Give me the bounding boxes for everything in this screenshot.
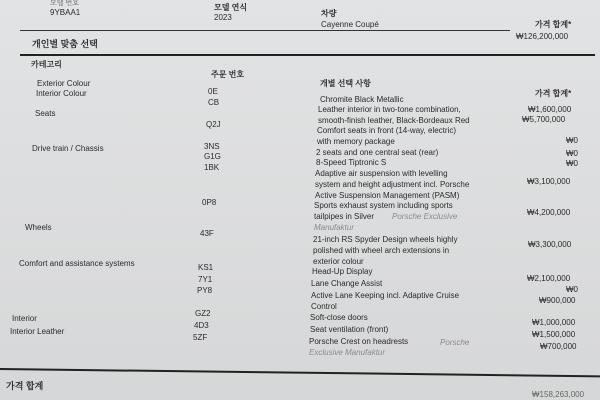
row-desc: Lane Change Assist xyxy=(311,279,383,288)
row-code: 0P8 xyxy=(202,198,217,207)
footer-total-value: ₩158,263,000 xyxy=(532,390,585,399)
row-desc: polished with wheel arch extensions in xyxy=(313,246,450,255)
row-code: 1BK xyxy=(204,163,220,172)
row-desc: Leather interior in two-tone combination, xyxy=(318,105,461,114)
row-price: ₩0 xyxy=(566,159,578,168)
row-desc: with memory package xyxy=(317,137,395,146)
row-code: 4D3 xyxy=(194,321,209,330)
row-price: ₩4,200,000 xyxy=(527,208,571,217)
row-desc: tailpipes in Silver xyxy=(314,212,375,221)
row-price: ₩1,500,000 xyxy=(532,330,576,339)
row-desc: 8-Speed Tiptronic S xyxy=(316,158,387,167)
row-code: 5ZF xyxy=(193,333,208,342)
row-price: ₩0 xyxy=(566,136,578,145)
row-price: ₩2,100,000 xyxy=(527,274,571,283)
footer-total-label: 가격 합계 xyxy=(6,381,44,391)
model-year: 2023 xyxy=(214,13,232,22)
row-desc: Comfort seats in front (14-way, electric) xyxy=(317,126,457,135)
header-divider xyxy=(20,30,510,31)
row-desc-extra: Exclusive Manufaktur xyxy=(309,348,386,357)
row-desc: smooth-finish leather, Black-Bordeaux Red xyxy=(318,116,470,125)
row-price: ₩5,700,000 xyxy=(522,115,566,124)
row-category: Seats xyxy=(35,109,56,118)
row-desc: Chromite Black Metallic xyxy=(320,95,404,104)
row-desc: Seat ventilation (front) xyxy=(310,325,389,334)
row-desc: Control xyxy=(311,302,337,311)
model-year-label: 모델 연식 xyxy=(214,3,248,12)
row-desc: Active Suspension Management (PASM) xyxy=(315,191,460,200)
vehicle-name: Cayenne Coupé xyxy=(321,20,379,29)
row-desc: 21-inch RS Spyder Design wheels highly xyxy=(313,235,458,244)
row-desc-extra: Porsche xyxy=(440,338,470,347)
row-desc-extra: Manufaktur xyxy=(314,223,355,232)
col-price: 가격 합계* xyxy=(535,89,572,98)
row-code: PY8 xyxy=(197,286,213,295)
row-code: 43F xyxy=(200,229,214,238)
row-price: ₩3,300,000 xyxy=(528,240,572,249)
price-label: 가격 합계* xyxy=(535,20,572,29)
row-price: ₩0 xyxy=(566,149,578,158)
section-title: 개인별 맞춤 선택 xyxy=(32,39,98,49)
model-code: 9YBAA1 xyxy=(50,8,81,17)
row-desc: Head-Up Display xyxy=(312,267,373,276)
row-price: ₩900,000 xyxy=(539,296,576,305)
col-option: 개별 선택 사항 xyxy=(320,79,371,88)
row-desc: Active Lane Keeping incl. Adaptive Cruise xyxy=(311,291,460,300)
row-code: Q2J xyxy=(206,120,221,129)
row-price: ₩0 xyxy=(566,285,578,294)
model-code-label: 모델 번호 xyxy=(50,0,79,7)
row-code: CB xyxy=(208,98,220,107)
row-price: ₩700,000 xyxy=(540,342,577,351)
row-category: Comfort and assistance systems xyxy=(19,259,135,268)
footer-divider xyxy=(0,368,600,377)
row-desc: Porsche Crest on headrests xyxy=(309,337,409,346)
row-category: Interior xyxy=(12,314,37,323)
row-desc: exterior colour xyxy=(313,257,364,266)
row-desc: 2 seats and one central seat (rear) xyxy=(316,148,439,157)
row-desc: Soft-close doors xyxy=(310,313,368,322)
row-category: Drive train / Chassis xyxy=(32,144,104,153)
row-code: 3NS xyxy=(204,142,220,151)
row-category: Exterior Colour xyxy=(37,79,91,88)
row-desc-extra: Porsche Exclusive xyxy=(392,212,458,221)
vehicle-label: 차량 xyxy=(321,9,337,18)
row-price: ₩3,100,000 xyxy=(527,177,571,186)
row-code: 0E xyxy=(208,87,218,96)
row-code: KS1 xyxy=(198,263,214,272)
col-category: 카테고리 xyxy=(31,60,62,69)
price-total: ₩126,200,000 xyxy=(516,32,569,41)
row-code: GZ2 xyxy=(195,309,211,318)
row-category: Wheels xyxy=(25,223,52,232)
row-desc: Adaptive air suspension with levelling xyxy=(315,169,448,178)
row-desc: system and height adjustment incl. Porsche xyxy=(315,180,470,189)
row-code: G1G xyxy=(204,152,221,161)
row-price: ₩1,600,000 xyxy=(528,105,572,114)
row-price: ₩1,000,000 xyxy=(532,318,576,327)
row-category: Interior Colour xyxy=(36,89,87,98)
row-category: Interior Leather xyxy=(10,327,65,336)
col-order-no: 주문 번호 xyxy=(211,70,245,79)
row-code: 7Y1 xyxy=(198,275,213,284)
section-divider xyxy=(20,54,595,56)
row-desc: Sports exhaust system including sports xyxy=(314,201,453,210)
